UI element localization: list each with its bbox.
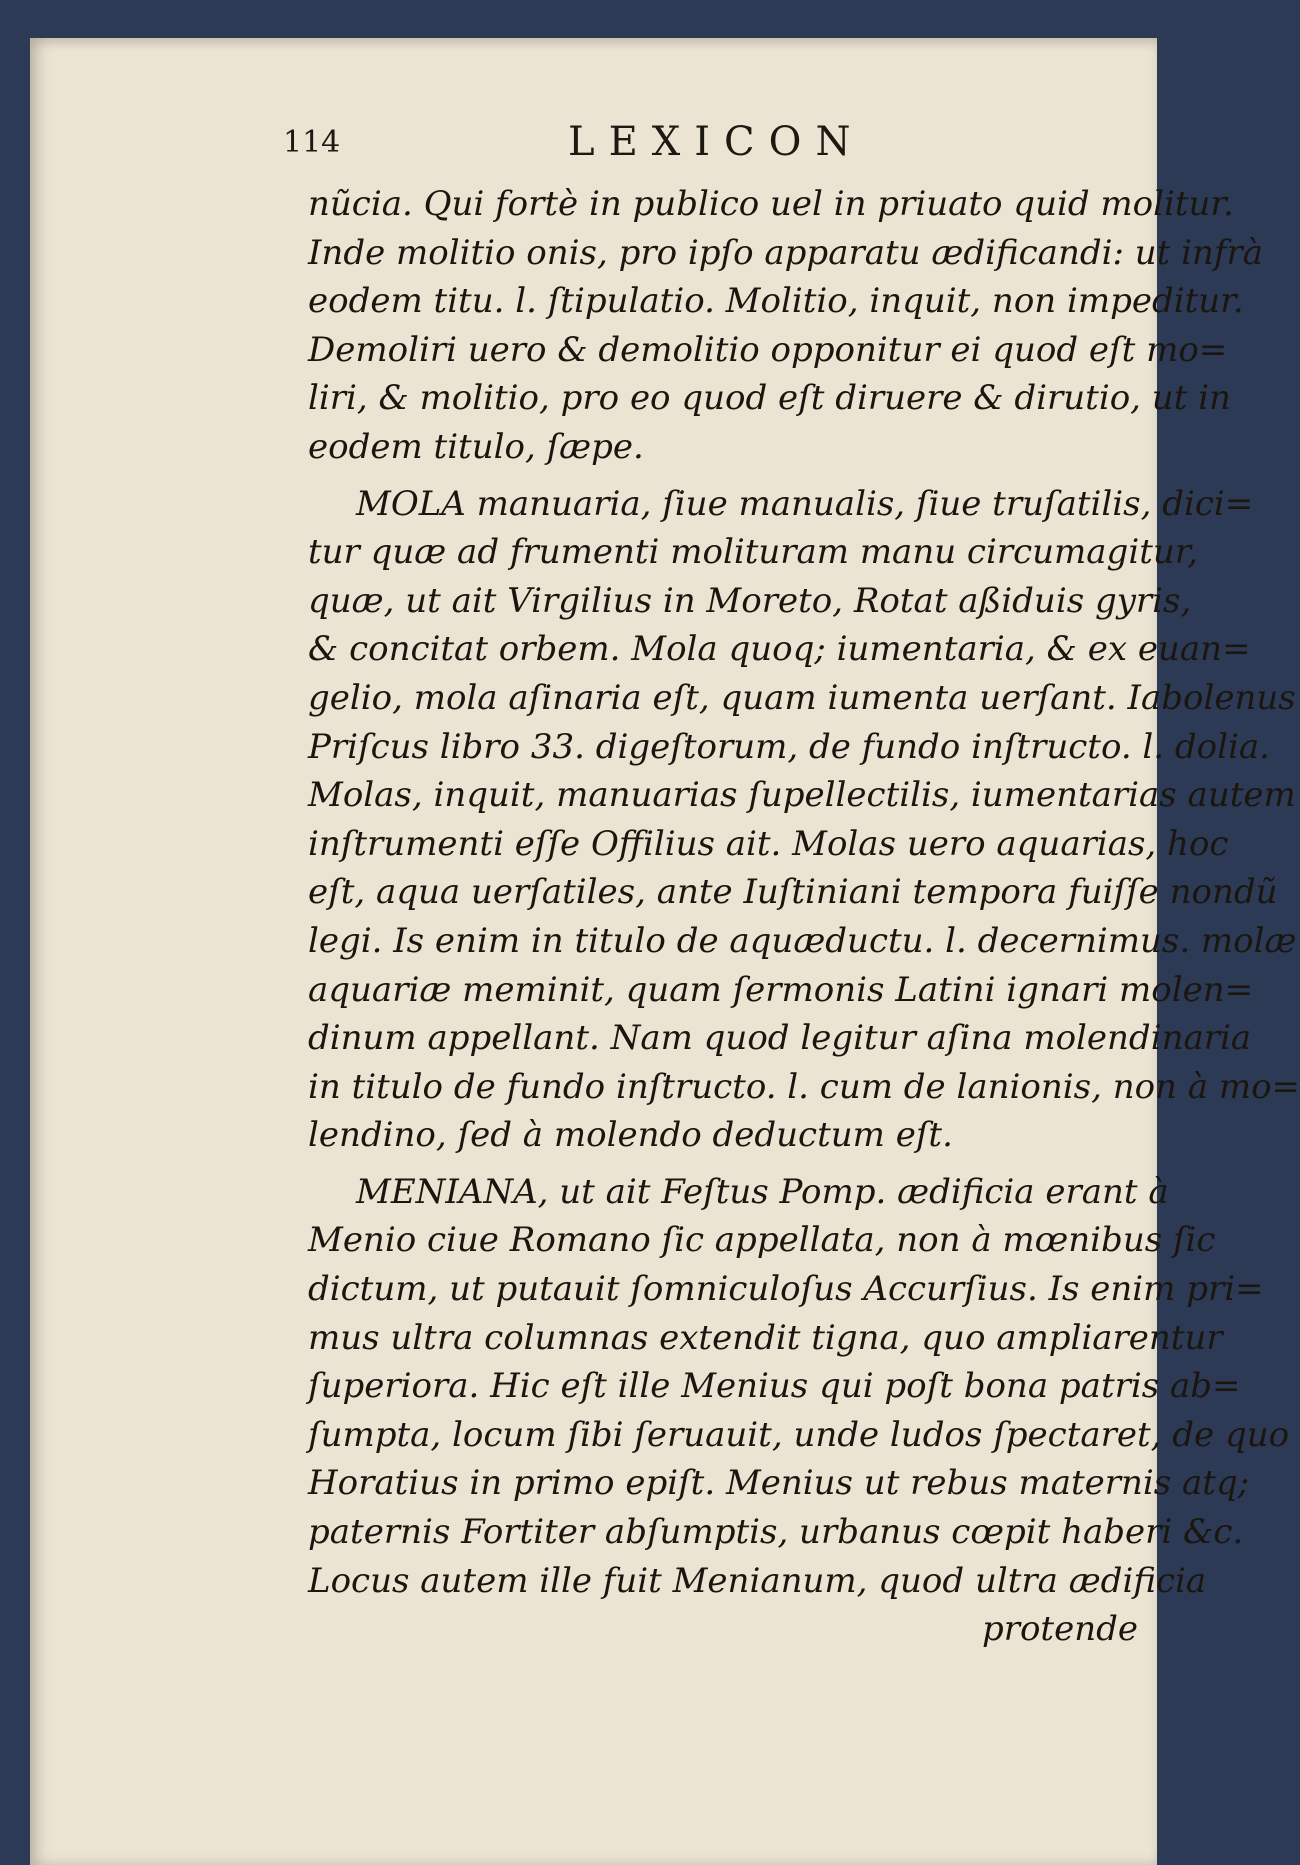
text-line: liri, & molitio, pro eo quod eſt diruere & dirutio, ut in (308, 378, 1231, 419)
text-line: gelio, mola aſinaria eſt, quam iumenta uerſant. Iabolenus (308, 677, 1296, 718)
text-line: quæ, ut ait Virgilius in Moreto, Rotat aßiduis gyris, (308, 580, 1192, 621)
text-line: ſuperiora. Hic eſt ille Menius qui poſt bona patris ab= (308, 1366, 1241, 1407)
text-line: mus ultra columnas extendit tigna, quo ampliarentur (308, 1317, 1223, 1358)
running-head: LEXICON (568, 119, 865, 165)
text-line: Menio ciue Romano ſic appellata, non à mœnibus ſic (308, 1220, 1216, 1261)
text-line: Locus autem ille fuit Menianum, quod ultra ædificia (308, 1560, 1207, 1601)
text-line: Priſcus libro 33. digeſtorum, de fundo inſtructo. l. dolia. (308, 726, 1270, 767)
text-line: aquariæ meminit, quam ſermonis Latini ignari molen= (308, 969, 1254, 1010)
text-line: nũcia. Qui fortè in publico uel in priuato quid molitur. (308, 184, 1234, 224)
text-line: legi. Is enim in titulo de aquæductu. l. decernimus. molæ (308, 920, 1297, 961)
paragraph-meniana (308, 1168, 1290, 1605)
text-line: MOLA manuaria, ſiue manualis, ſiue truſatilis, dici= (356, 483, 1254, 524)
book-page (30, 38, 1300, 1865)
page-number: 114 (283, 125, 341, 160)
text-line: dinum appellant. Nam quod legitur aſina molendinaria (308, 1018, 1252, 1059)
page-header (30, 119, 1157, 185)
text-line: inſtrumenti eſſe Offilius ait. Molas uero aquarias, hoc (308, 823, 1229, 864)
text-line: Demoliri uero & demolitio opponitur ei quod eſt mo= (308, 329, 1228, 370)
text-line: in titulo de fundo inſtructo. l. cum de lanionis, non à mo= (308, 1066, 1300, 1107)
paragraph-molitio (308, 180, 1263, 472)
text-line: tur quæ ad frumenti molituram manu circumagitur, (308, 532, 1199, 573)
text-line: Horatius in primo epiſt. Menius ut rebus maternis atq; (308, 1463, 1250, 1504)
text-line: Inde molitio onis, pro ipſo apparatu ædificandi: ut infrà (308, 232, 1263, 273)
text-line: & concitat orbem. Mola quoq; iumentaria, & ex euan= (308, 629, 1251, 670)
text-line: ſumpta, locum ſibi ſeruauit, unde ludos ſpectaret, de quo (308, 1414, 1290, 1455)
text-line: lendino, ſed à molendo deductum eſt. (308, 1115, 953, 1156)
text-line: Molas, inquit, manuarias ſupellectilis, iumentarias autem (308, 775, 1296, 816)
text-line: dictum, ut putauit ſomniculoſus Accurſius. Is enim pri= (308, 1269, 1264, 1310)
text-line: eſt, aqua uerſatiles, ante Iuſtiniani tempora fuiſſe nondũ (308, 872, 1278, 913)
catchword: protende (981, 1609, 1138, 1650)
text-line: MENIANA, ut ait Feſtus Pomp. ædificia erant à (356, 1171, 1169, 1212)
text-line: paternis Fortiter abſumptis, urbanus cœpit haberi &c. (308, 1512, 1244, 1553)
paragraph-mola (308, 480, 1300, 1160)
text-line: eodem titulo, ſæpe. (308, 426, 644, 467)
body-text (308, 180, 1300, 1654)
text-line: eodem titu. l. ſtipulatio. Molitio, inquit, non impeditur. (308, 281, 1244, 322)
